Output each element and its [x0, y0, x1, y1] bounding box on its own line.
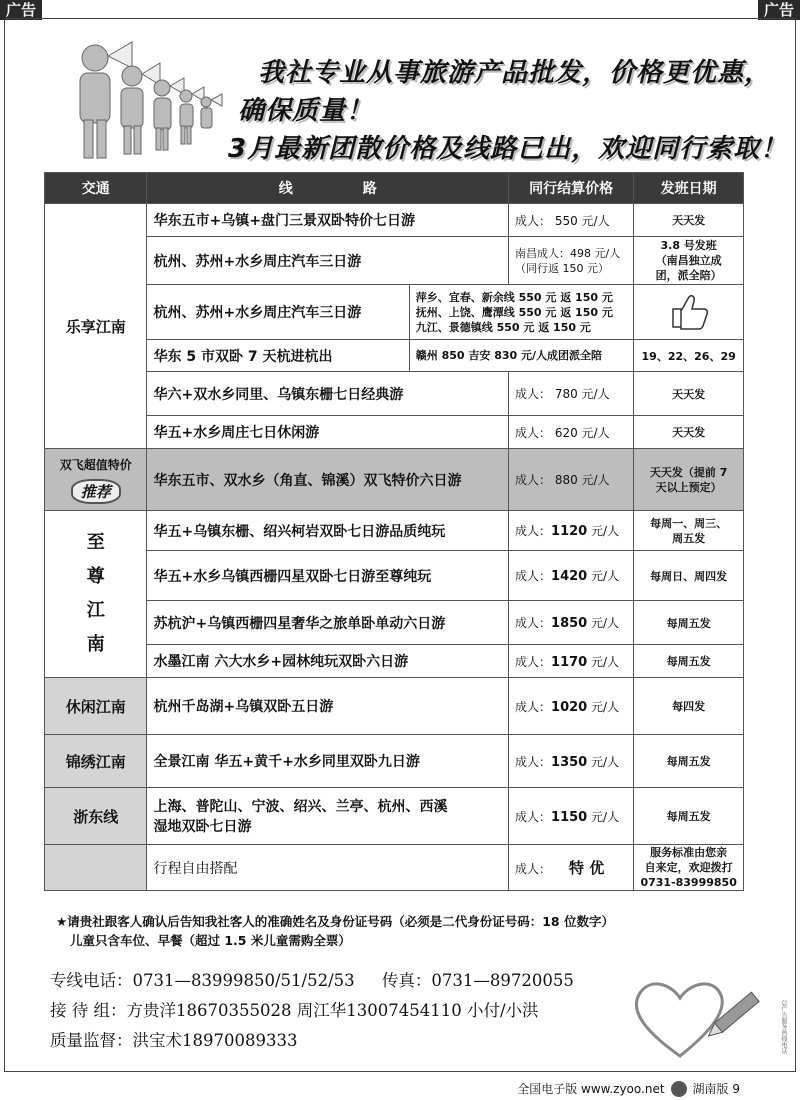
route-cell — [147, 788, 509, 845]
fax-number: 0731—89720055 — [431, 971, 574, 990]
date-cell: 每周五发 — [634, 788, 744, 845]
table-row — [45, 601, 744, 645]
price-label: 成人： — [515, 754, 552, 769]
price-cell: 成人： 550 元/人 — [509, 204, 634, 237]
table-row — [45, 788, 744, 845]
price-cell — [509, 601, 634, 645]
quality-row — [50, 1026, 574, 1056]
date-cell: 天天发 — [634, 204, 744, 237]
price-cell — [509, 678, 634, 735]
price-cell — [509, 735, 634, 788]
date-cell: 每周五发 — [634, 735, 744, 788]
route-price-table — [44, 172, 744, 891]
site-logo-icon — [671, 1081, 687, 1097]
price-multi-cell — [409, 285, 634, 340]
date-line: 天以上预定） — [655, 480, 722, 494]
price-label: 成人： — [515, 862, 552, 876]
note-line: ★请贵社跟客人确认后告知我社客人的准确姓名及身份证号码（必须是二代身份证号码：18 位数字） — [56, 914, 614, 929]
price-label: 成人： — [515, 569, 552, 583]
route-line: 上海、普陀山、宁波、绍兴、兰亭、杭州、西溪 — [153, 799, 448, 815]
notes-block — [56, 912, 614, 950]
table-row — [45, 237, 744, 285]
route-cell: 杭州、苏州+水乡周庄汽车三日游 — [147, 237, 509, 285]
reception-names: 方贵洋18670355028 周江华13007454110 小付/小洪 — [126, 1001, 539, 1020]
table-row — [45, 511, 744, 551]
header-price: 同行结算价格 — [509, 173, 634, 204]
quality-contact: 洪宝术18970089333 — [132, 1031, 298, 1050]
price-label: 成人： — [515, 616, 552, 630]
price-value: 特 优 — [569, 859, 605, 877]
table-row — [45, 735, 744, 788]
category-xiuxian: 休闲江南 — [45, 678, 147, 735]
ad-tag-right: 广告 — [758, 0, 800, 20]
route-cell: 苏杭沪+乌镇西栅四星奢华之旅单卧单动六日游 — [147, 601, 509, 645]
date-cell — [634, 449, 744, 511]
table-header-row — [45, 173, 744, 204]
date-cell — [634, 511, 744, 551]
date-cell: 每四发 — [634, 678, 744, 735]
route-cell: 华五+乌镇东栅、绍兴柯岩双卧七日游品质纯玩 — [147, 511, 509, 551]
price-label: 成人： — [515, 809, 552, 824]
route-cell: 华六+双水乡同里、乌镇东栅七日经典游 — [147, 372, 509, 416]
category-char: 南 — [86, 634, 105, 655]
category-char: 尊 — [86, 566, 105, 587]
note-line: 儿童只含车位、早餐（超过 1.5 米儿童需购全票） — [70, 933, 351, 948]
price-unit: 元/人 — [587, 754, 620, 769]
price-line: 南昌成人：498 元/人 — [515, 246, 621, 260]
price-line: 萍乡、宜春、新余线 550 元 返 150 元 — [415, 290, 613, 304]
date-line: 天天发（提前 7 — [649, 465, 728, 479]
price-unit: 元/人 — [587, 809, 620, 824]
category-shuangfei — [45, 449, 147, 511]
route-cell: 华东五市、双水乡（角直、锦溪）双飞特价六日游 — [147, 449, 509, 511]
date-cell: 天天发 — [634, 372, 744, 416]
price-value: 1850 — [551, 616, 588, 631]
price-value: 1150 — [551, 809, 588, 825]
route-cell: 杭州、苏州+水乡周庄汽车三日游 — [147, 285, 409, 340]
price-value: 1170 — [551, 654, 588, 670]
ad-tag-left: 广告 — [0, 0, 42, 20]
price-cell — [509, 645, 634, 678]
price-unit: 元/人 — [587, 569, 620, 583]
price-line: 抚州、上饶、鹰潭线 550 元 返 150 元 — [415, 305, 613, 319]
category-zhizun — [45, 511, 147, 678]
contacts-block — [50, 966, 574, 1056]
hotline-row — [50, 966, 574, 996]
thumbs-up-icon — [667, 291, 711, 331]
headline-line-2: 确保质量！ — [238, 96, 374, 126]
footer-edition: 湖南版 9 — [692, 1082, 740, 1096]
price-label: 成人： — [515, 654, 552, 669]
price-cell: 成人： 780 元/人 — [509, 372, 634, 416]
date-line: 周五发 — [672, 531, 706, 545]
header-date: 发班日期 — [634, 173, 744, 204]
page-footer — [517, 1080, 740, 1097]
side-vertical-text: 总广告服务热线电话 — [780, 1000, 787, 1054]
route-cell: 水墨江南 六大水乡+园林纯玩双卧六日游 — [147, 645, 509, 678]
table-row — [45, 551, 744, 601]
fax-label: 传真： — [381, 971, 432, 990]
price-note: （同行返 150 元） — [515, 261, 610, 275]
table-row — [45, 678, 744, 735]
date-cell: 19、22、26、29 — [634, 340, 744, 372]
quality-label: 质量监督： — [50, 1031, 133, 1050]
category-label: 双飞超值特价 — [59, 457, 132, 472]
route-cell: 全景江南 华五+黄千+水乡同里双卧九日游 — [147, 735, 509, 788]
table-row — [45, 845, 744, 891]
date-cell — [634, 845, 744, 891]
route-cell: 华东 5 市双卧 7 天杭进杭出 — [147, 340, 409, 372]
date-cell: 每周五发 — [634, 601, 744, 645]
header-transport: 交通 — [45, 173, 147, 204]
price-label: 成人： — [515, 524, 552, 538]
price-unit: 元/人 — [587, 524, 620, 538]
date-line: （南昌独立成 — [655, 254, 722, 267]
date-cell — [634, 237, 744, 285]
category-char: 至 — [86, 532, 105, 553]
category-jinxiu: 锦绣江南 — [45, 735, 147, 788]
category-empty — [45, 845, 147, 891]
date-cell: 天天发 — [634, 416, 744, 449]
date-cell: 每周五发 — [634, 645, 744, 678]
headline-line-1: 我社专业从事旅游产品批发，价格更优惠， — [258, 58, 772, 88]
table-row — [45, 449, 744, 511]
price-unit: 元/人 — [587, 699, 620, 714]
date-line: 自来定，欢迎拨打 — [644, 861, 733, 874]
route-cell: 华五+水乡周庄七日休闲游 — [147, 416, 509, 449]
table-row — [45, 285, 744, 340]
price-cell — [509, 237, 634, 285]
table-row — [45, 340, 744, 372]
price-cell — [509, 788, 634, 845]
price-value: 1350 — [551, 754, 588, 770]
date-line: 0731-83999850 — [640, 876, 737, 889]
route-cell: 华五+水乡乌镇西栅四星双卧七日游至尊纯玩 — [147, 551, 509, 601]
price-unit: 元/人 — [587, 654, 620, 669]
reception-row — [50, 996, 574, 1026]
price-cell: 成人： 880 元/人 — [509, 449, 634, 511]
footer-site: 全国电子版 www.zyoo.net — [517, 1082, 665, 1096]
category-lexiang: 乐享江南 — [45, 204, 147, 449]
price-value: 1120 — [551, 524, 588, 539]
table-row — [45, 204, 744, 237]
route-cell: 华东五市+乌镇+盘门三景双卧特价七日游 — [147, 204, 509, 237]
hotline-label: 专线电话： — [50, 971, 133, 990]
route-cell: 行程自由搭配 — [147, 845, 509, 891]
header-route: 线 路 — [147, 173, 509, 204]
recommend-badge: 推荐 — [71, 479, 121, 504]
price-unit: 元/人 — [587, 616, 620, 630]
price-cell: 成人： 620 元/人 — [509, 416, 634, 449]
price-label: 成人： — [515, 699, 552, 714]
hotline-number: 0731—83999850/51/52/53 — [132, 971, 355, 990]
date-cell: 每周日、周四发 — [634, 551, 744, 601]
price-cell — [509, 511, 634, 551]
table-row — [45, 416, 744, 449]
price-value: 1420 — [551, 569, 588, 584]
megaphone-figures-icon — [70, 28, 230, 163]
price-line: 九江、景德镇线 550 元 返 150 元 — [415, 320, 591, 334]
price-cell — [509, 845, 634, 891]
date-cell — [634, 285, 744, 340]
table-row — [45, 372, 744, 416]
date-line: 3.8 号发班 — [660, 239, 717, 252]
category-char: 江 — [86, 600, 105, 621]
table-row — [45, 645, 744, 678]
date-line: 每周一、周三、 — [650, 516, 728, 530]
date-line: 服务标准由您亲 — [650, 846, 728, 859]
reception-label: 接 待 组： — [50, 1001, 127, 1020]
price-cell — [509, 551, 634, 601]
heart-pencil-icon — [620, 968, 770, 1068]
route-cell: 杭州千岛湖+乌镇双卧五日游 — [147, 678, 509, 735]
price-cell: 赣州 850 吉安 830 元/人成团派全陪 — [409, 340, 634, 372]
route-line: 湿地双卧七日游 — [153, 819, 252, 835]
headline-line-3: 3月最新团散价格及线路已出，欢迎同行索取！ — [228, 134, 788, 164]
date-line: 团，派全陪） — [655, 269, 722, 282]
category-zhedong: 浙东线 — [45, 788, 147, 845]
price-value: 1020 — [551, 699, 588, 715]
